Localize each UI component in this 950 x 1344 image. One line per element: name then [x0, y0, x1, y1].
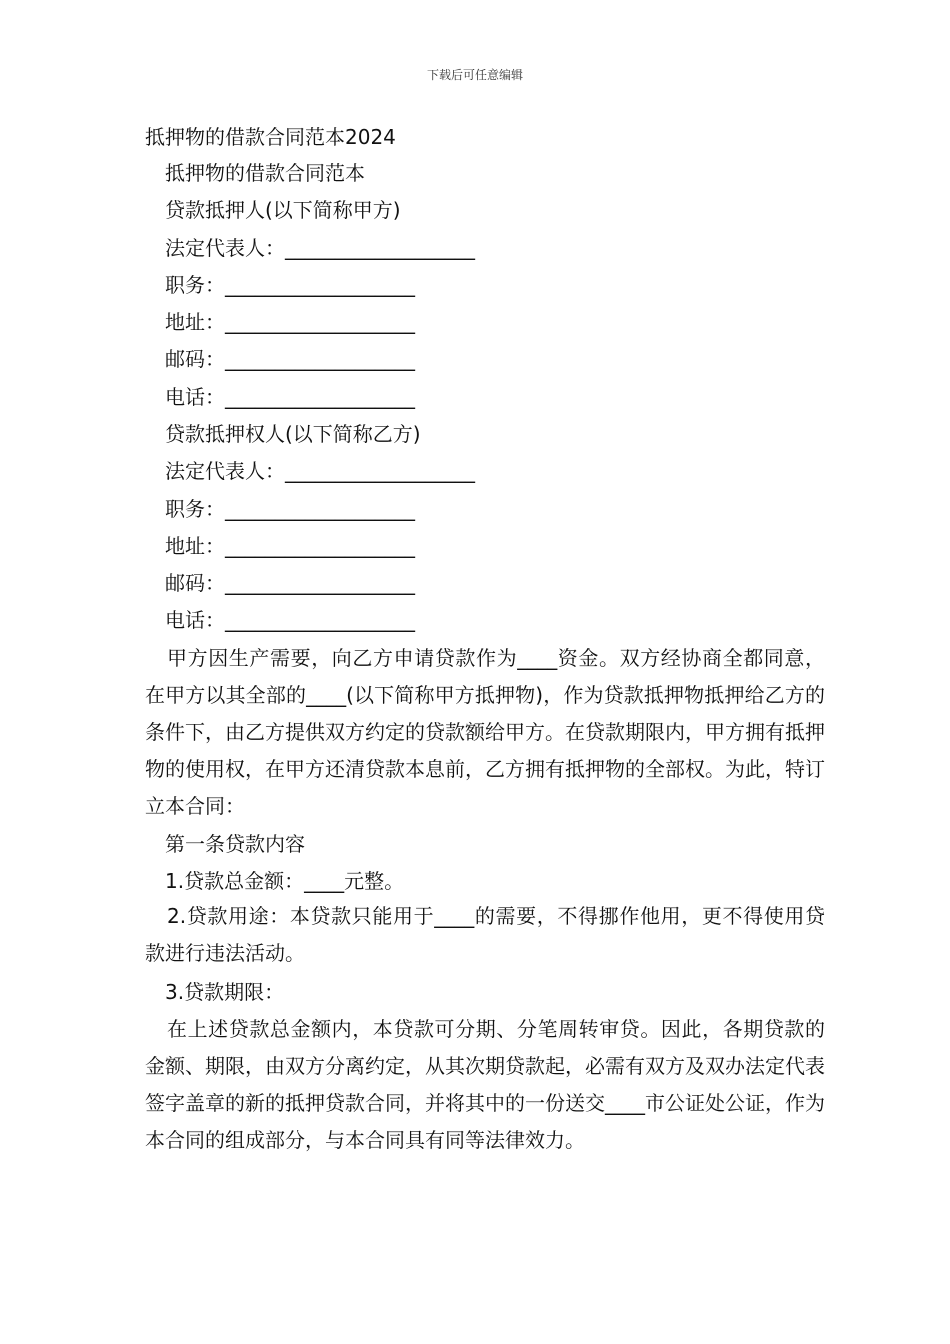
party-a-postcode: 邮码：___________________	[165, 347, 415, 371]
party-a-phone: 电话：___________________	[165, 385, 415, 409]
party-b-legal-rep: 法定代表人：___________________	[165, 459, 475, 483]
document-subtitle: 抵押物的借款合同范本	[165, 161, 365, 185]
party-b-phone: 电话：___________________	[165, 608, 415, 632]
intro-paragraph: 甲方因生产需要，向乙方申请贷款作为____资金。双方经协商全都同意，在甲方以其全部的____(以下简称甲方抵押物)，作为贷款抵押物抵押给乙方的条件下，由乙方提供双方约定的贷款额给甲方。在贷款期限内，甲方拥有抵押物的使用权，在甲方还清贷款本息前，乙方拥有抵押物的全部权。为此，特订立本合同：	[145, 646, 825, 818]
article-1-heading: 第一条贷款内容	[165, 832, 305, 856]
party-a-label: 贷款抵押人(以下简称甲方)	[165, 198, 401, 222]
party-a-address: 地址：___________________	[165, 310, 415, 334]
document-title: 抵押物的借款合同范本2024	[145, 125, 396, 149]
header-note: 下载后可任意编辑	[426, 68, 523, 82]
party-a-position: 职务：___________________	[165, 273, 415, 297]
article-1-item-3: 3.贷款期限：	[165, 980, 285, 1004]
article-1-item-3-paragraph: 在上述贷款总金额内，本贷款可分期、分笔周转审贷。因此，各期贷款的金额、期限，由双方分离约定，从其次期贷款起，必需有双方及双办法定代表签字盖章的新的抵押贷款合同，并将其中的一份送交____市公证处公证，作为本合同的组成部分，与本合同具有同等法律效力。	[145, 1017, 825, 1152]
party-b-address: 地址：___________________	[165, 534, 415, 558]
article-1-item-1: 1.贷款总金额：____元整。	[165, 869, 405, 893]
party-b-label: 贷款抵押权人(以下简称乙方)	[165, 422, 421, 446]
party-a-legal-rep: 法定代表人：___________________	[165, 236, 475, 260]
article-1-item-2: 2.贷款用途：本贷款只能用于____的需要，不得挪作他用，更不得使用贷款进行违法活动。	[145, 904, 825, 965]
party-b-position: 职务：___________________	[165, 497, 415, 521]
party-b-postcode: 邮码：___________________	[165, 571, 415, 595]
